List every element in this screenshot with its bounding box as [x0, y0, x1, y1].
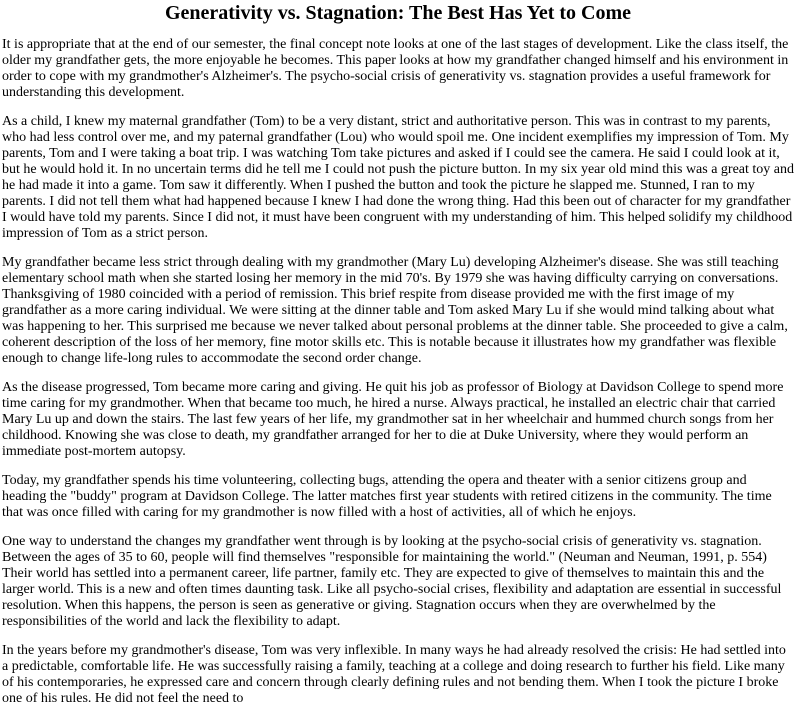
paragraph-alzheimers: My grandfather became less strict through dealing with my grandmother (Mary Lu) developing Alzheimer's disease. She was still teaching elementary school math when she started losing her memory in the mid 70's. By 1979 she was having difficulty carrying on conversations. Thanksgiving of 1980 coincided with a period of remission. This brief respite from disease provided me with the first image of my grandfather as a more caring individual. We were sitting at the dinner table and Tom asked Mary Lu if she would mind talking about what was happening to her. This surprised me because we never talked about personal problems at the dinner table. She proceeded to give a calm, coherent description of the loss of her memory, fine motor skills etc. This is notable because it illustrates how my grandfather was flexible enough to change life-long rules to accommodate the second order change.	[2, 255, 788, 366]
paragraph-today: Today, my grandfather spends his time volunteering, collecting bugs, attending the opera and theater with a senior citizens group and heading the "buddy" program at Davidson College. The latter matches first year students with retired citizens in the community. The time that was once filled with caring for my grandmother is now filled with a host of activities, all of which he enjoys.	[2, 473, 772, 520]
paragraph-before-disease: In the years before my grandmother's disease, Tom was very inflexible. In many ways he had already resolved the crisis: He had settled into a predictable, comfortable life. He was successfully raising a family, teaching at a college and doing research to further his field. Like many of his contemporaries, he expressed care and concern through clearly defining rules and not bending them. When I took the picture I broke one of his rules. He did not feel the need to	[2, 643, 786, 706]
page-title: Generativity vs. Stagnation: The Best Has Yet to Come	[164, 2, 632, 24]
paragraph-generativity: One way to understand the changes my grandfather went through is by looking at the psycho-social crisis of generativity vs. stagnation. Between the ages of 35 to 60, people will find themselves "responsible for maintaining the world." (Neuman and Neuman, 1991, p. 554) Their world has settled into a permanent career, life partner, family etc. They are expected to give of themselves to maintain this and the larger world. This is a new and often times daunting task. Like all psycho-social crises, flexibility and adaptation are essential in successful resolution. When this happens, the person is seen as generative or giving. Stagnation occurs when they are overwhelmed by the responsibilities of the world and lack the flexibility to adapt.	[2, 534, 782, 629]
paragraph-intro: It is appropriate that at the end of our semester, the final concept note looks at one of the last stages of development. Like the class itself, the older my grandfather gets, the more enjoyable he becomes. This paper looks at how my grandfather changed himself and his environment in order to cope with my grandmother's Alzheimer's. The psycho-social crisis of generativity vs. stagnation provides a useful framework for understanding this development.	[2, 37, 789, 100]
paragraph-childhood: As a child, I knew my maternal grandfather (Tom) to be a very distant, strict and authoritative person. This was in contrast to my parents, who had less control over me, and my paternal grandfather (Lou) who would spoil me. One incident exemplifies my impression of Tom. My parents, Tom and I were taking a boat trip. I was watching Tom take pictures and asked if I could see the camera. He said I could look at it, but he would hold it. In no uncertain terms did he tell me I could not push the picture button. In my six year old mind this was a great toy and he had made it into a game. Tom saw it differently. When I pushed the button and took the picture he slapped me. Stunned, I ran to my parents. I did not tell them what had happened because I knew I had done the wrong thing. Had this been out of character for my grandfather I would have told my parents. Since I did not, it must have been congruent with my understanding of him. This helped solidify my childhood impression of Tom as a strict person.	[2, 114, 795, 241]
paragraph-disease-progress: As the disease progressed, Tom became more caring and giving. He quit his job as professor of Biology at Davidson College to spend more time caring for my grandmother. When that became too much, he hired a nurse. Always practical, he installed an electric chair that carried Mary Lu up and down the stairs. The last few years of her life, my grandmother sat in her wheelchair and hummed church songs from her childhood. Knowing she was close to death, my grandfather arranged for her to die at Duke University, where they would perform an immediate post-mortem autopsy.	[2, 380, 784, 459]
